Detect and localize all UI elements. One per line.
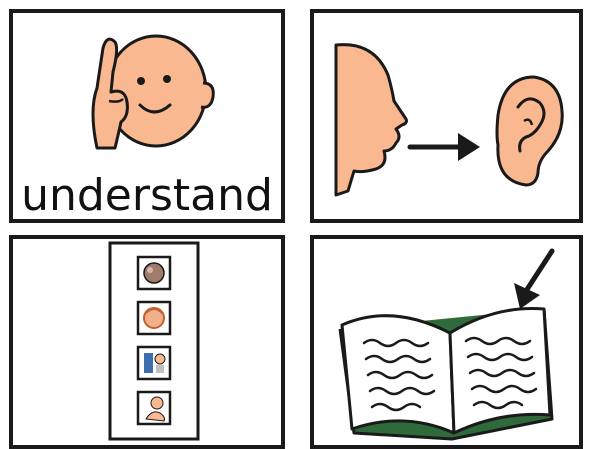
speak-to-ear-icon bbox=[314, 13, 579, 219]
open-book-icon bbox=[314, 239, 579, 445]
schedule-strip-icon bbox=[13, 239, 281, 445]
schedule-slot-2 bbox=[138, 302, 170, 334]
thinking-face-icon bbox=[13, 13, 281, 163]
schedule-slot-1 bbox=[138, 257, 170, 289]
schedule-slot-4 bbox=[138, 392, 170, 424]
card-understand[interactable] bbox=[9, 9, 285, 223]
schedule-slot-3 bbox=[138, 347, 170, 379]
card-listen[interactable] bbox=[310, 9, 583, 223]
card-label-understand: understand bbox=[21, 170, 273, 221]
card-read[interactable] bbox=[310, 235, 583, 449]
card-schedule[interactable] bbox=[9, 235, 285, 449]
